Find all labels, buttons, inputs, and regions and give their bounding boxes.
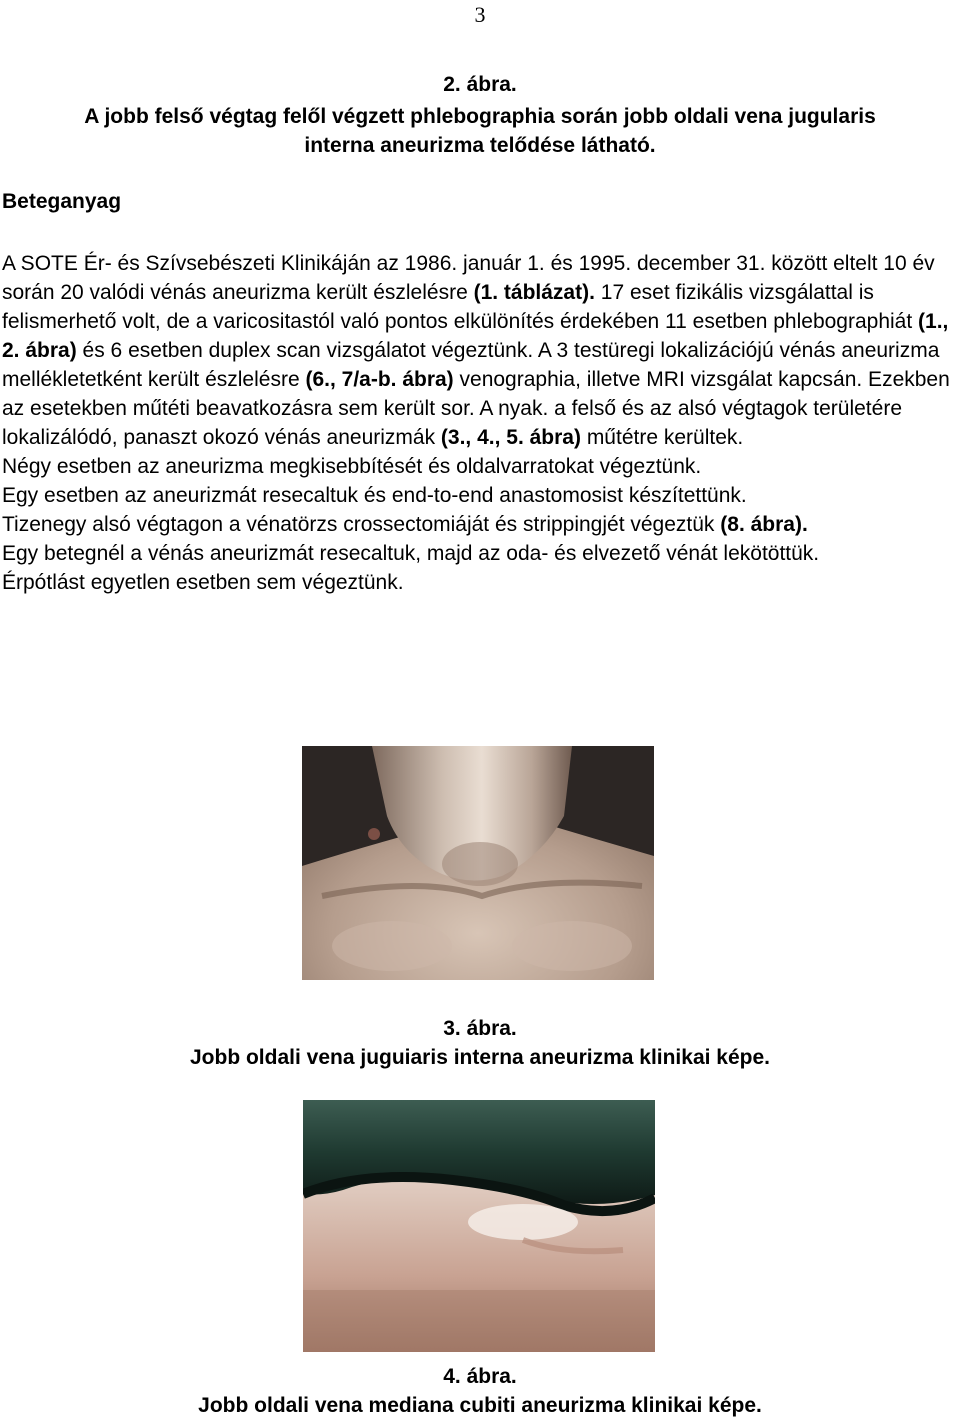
paragraph-2: Négy esetben az aneurizma megkisebbítését és oldalvarratokat végeztünk. bbox=[2, 455, 702, 478]
figure-4-photo bbox=[303, 1100, 655, 1352]
section-heading: Beteganyag bbox=[2, 190, 122, 213]
paragraph-4-ref-figure-8: (8. ábra). bbox=[720, 513, 808, 536]
paragraph-1-text-3: és 6 esetben duplex scan vizsgálatot végeztünk. A 3 testüregi lokalizációjú vénás aneurizma mellékletetként került észlelésre bbox=[2, 339, 940, 391]
page-number: 3 bbox=[474, 2, 486, 27]
paragraph-1-text-5: műtétre kerültek. bbox=[580, 426, 744, 449]
paragraph-1-text-1: A SOTE Ér- és Szívsebészeti Klinikáján az 1986. január 1. és 1995. december 31. között eltelt 10 év során 20 valódi vénás aneurizma került észlelésre bbox=[2, 252, 935, 304]
paragraph-1-text-4: venographia, illetve MRI vizsgálat kapcsán. Ezekben az esetekben műtéti beavatkozásra sem került sor. A nyak. a felső és az alsó végtagok területére lokalizálódó, panaszt okozó vénás aneurizmák bbox=[2, 368, 950, 449]
figure-3-photo bbox=[302, 746, 654, 980]
paragraph-1-text-2: 17 eset fizikális vizsgálattal is felismerhető volt, de a varicositastól való pontos elkülönítés érdekében 11 esetben phlebographiát bbox=[2, 281, 919, 333]
figure-2-number: 2. ábra. bbox=[443, 73, 517, 96]
paragraph-1-ref-table-1: (1. táblázat). bbox=[473, 281, 595, 304]
figure-3-caption: Jobb oldali vena juguiaris interna aneurizma klinikai képe. bbox=[189, 1046, 770, 1069]
figure-2-caption-line-2: interna aneurizma telődése látható. bbox=[304, 134, 656, 157]
paragraph-1 bbox=[2, 249, 952, 452]
paragraph-1-ref-figure-6-7: (6., 7/a-b. ábra) bbox=[305, 368, 454, 391]
paragraph-4-text: Tizenegy alsó végtagon a vénatörzs crossectomiáját és strippingjét végeztük bbox=[2, 513, 721, 536]
figure-4-number: 4. ábra. bbox=[443, 1365, 517, 1388]
paragraph-1-ref-figure-1-2: (1., 2. ábra) bbox=[2, 310, 949, 362]
paragraph-4 bbox=[2, 510, 952, 539]
figure-4-caption: Jobb oldali vena mediana cubiti aneurizma klinikai képe. bbox=[198, 1394, 762, 1417]
paragraph-5: Egy betegnél a vénás aneurizmát resecaltuk, majd az oda- és elvezető vénát lekötöttük. bbox=[2, 542, 820, 565]
paragraph-6: Érpótlást egyetlen esetben sem végeztünk. bbox=[2, 571, 404, 594]
figure-2-caption-line-1: A jobb felső végtag felől végzett phlebographia során jobb oldali vena jugularis bbox=[84, 105, 876, 128]
figure-3-number: 3. ábra. bbox=[443, 1017, 517, 1040]
body-text bbox=[2, 249, 952, 597]
paragraph-3: Egy esetben az aneurizmát resecaltuk és end-to-end anastomosist készítettünk. bbox=[2, 484, 747, 507]
paragraph-1-ref-figure-3-4-5: (3., 4., 5. ábra) bbox=[440, 426, 581, 449]
